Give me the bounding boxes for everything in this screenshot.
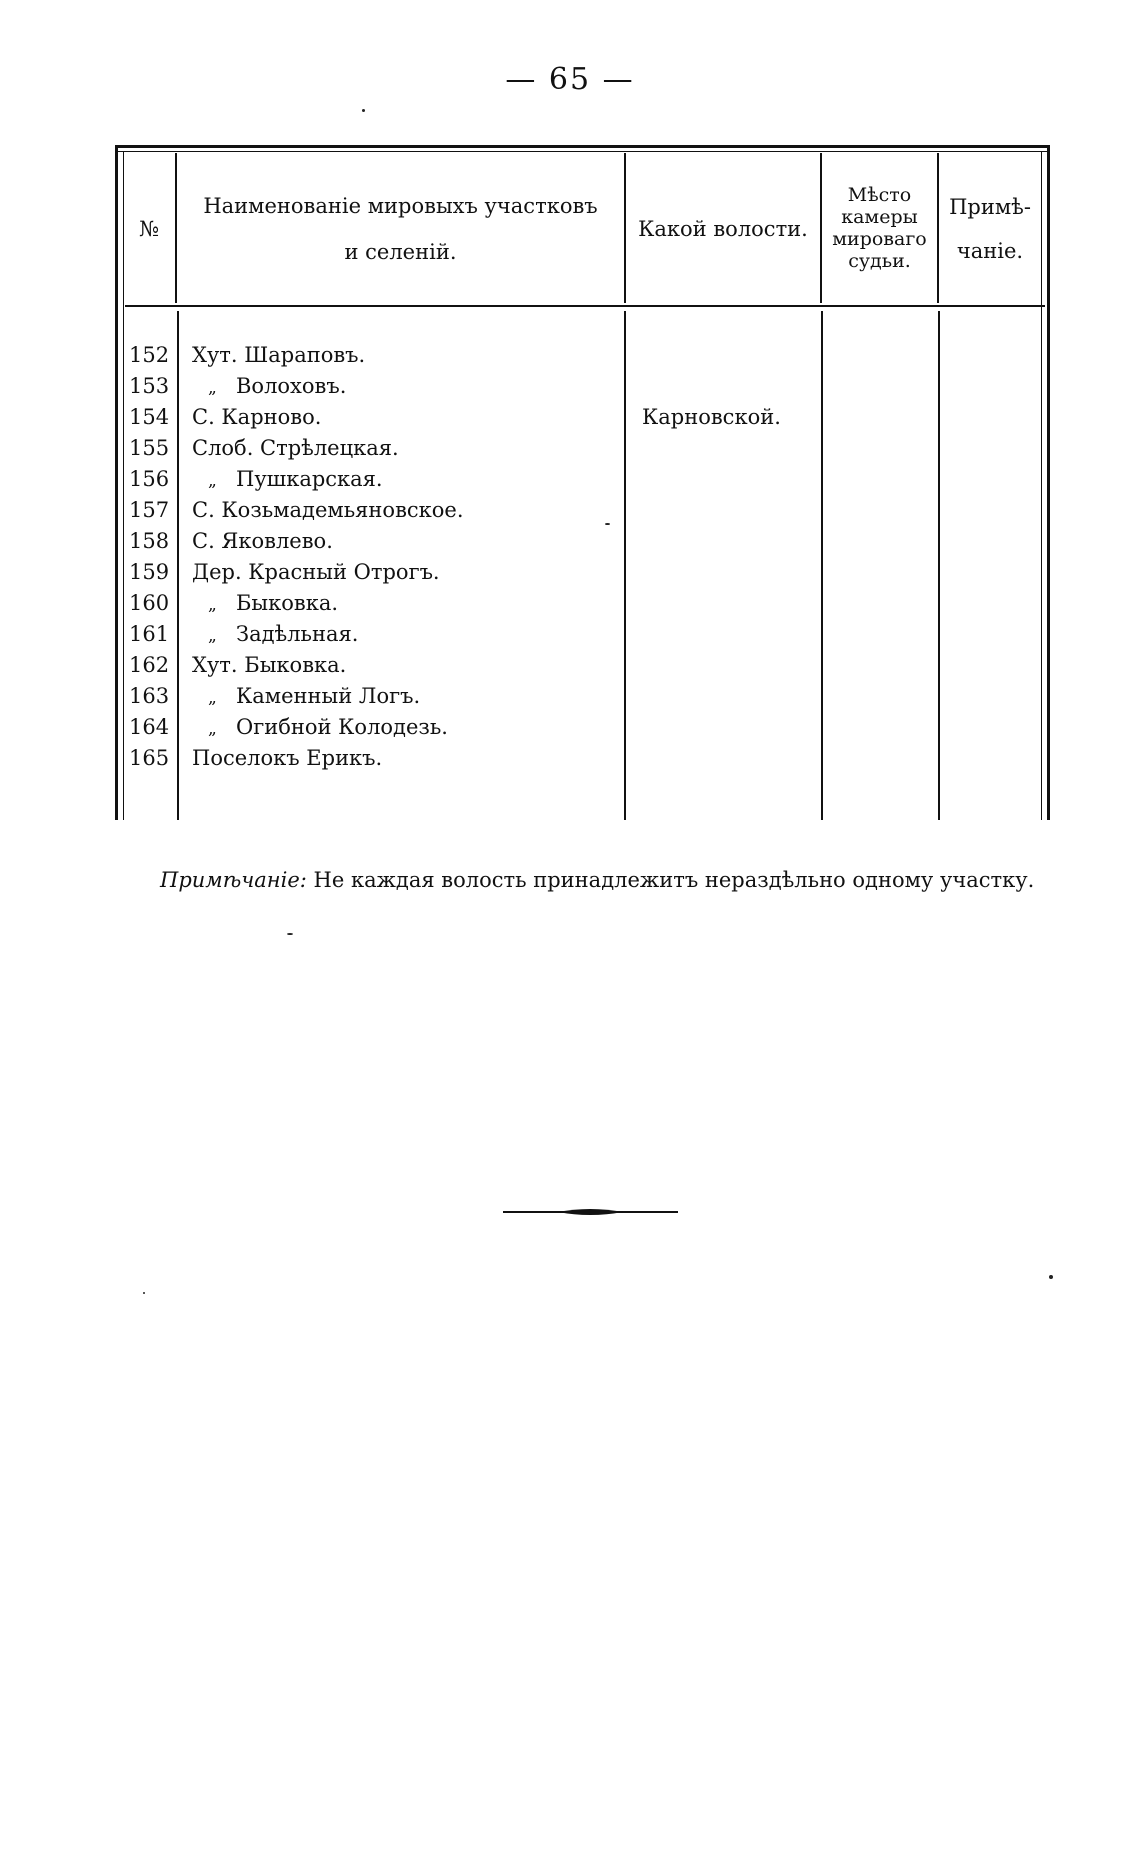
row-name: С. Козьмадемьяновское.	[192, 498, 464, 522]
header-court-line1: Мѣсто	[847, 184, 912, 207]
header-volost	[626, 155, 820, 303]
row-name: Хут. Быковка.	[192, 653, 347, 677]
table-row	[115, 340, 1050, 371]
table-row	[115, 464, 1050, 495]
row-name-text: Каменный Логъ.	[236, 684, 421, 708]
table-row	[115, 650, 1050, 681]
row-name	[208, 681, 420, 714]
table-row	[115, 743, 1050, 774]
table-row	[115, 402, 1050, 433]
header-remark	[939, 155, 1041, 303]
row-volost: Карновской.	[642, 405, 781, 429]
print-speck	[143, 1292, 145, 1294]
print-speck	[362, 109, 365, 112]
footnote	[160, 868, 1040, 892]
table-body	[115, 340, 1050, 774]
ditto-mark: „	[208, 595, 217, 615]
row-number: 152	[129, 343, 170, 367]
row-number: 158	[129, 529, 170, 553]
footnote-label: Примѣчаніе:	[160, 868, 307, 892]
row-number: 164	[129, 715, 170, 739]
row-number: 154	[129, 405, 170, 429]
header-number	[123, 155, 175, 303]
table-row	[115, 681, 1050, 712]
row-number: 156	[129, 467, 170, 491]
row-number: 153	[129, 374, 170, 398]
row-name: Дер. Красный Отрогъ.	[192, 560, 440, 584]
table-row	[115, 712, 1050, 743]
row-number: 162	[129, 653, 170, 677]
header-name-line1: Наименованіе мировыхъ участковъ	[203, 193, 598, 218]
row-name-text: Огибной Колодезь.	[236, 715, 448, 739]
table-row	[115, 557, 1050, 588]
ditto-mark: „	[208, 378, 217, 398]
header-remark-line2: чаніе.	[956, 239, 1024, 263]
ditto-mark: „	[208, 471, 217, 491]
ditto-mark: „	[208, 626, 217, 646]
row-name	[208, 464, 383, 497]
table-top-rule	[115, 145, 1050, 148]
row-name-text: Пушкарская.	[236, 467, 383, 491]
footnote-text: Не каждая волость принадлежитъ нераздѣльно одному участку.	[313, 868, 1035, 892]
row-name-text: Быковка.	[236, 591, 339, 615]
row-name: Хут. Шараповъ.	[192, 343, 366, 367]
row-number: 161	[129, 622, 170, 646]
header-number-text: №	[139, 216, 159, 241]
table-top-rule-thin	[115, 151, 1050, 152]
header-court-line4: судьи.	[848, 249, 911, 272]
table-row	[115, 371, 1050, 402]
table-row	[115, 588, 1050, 619]
row-name-text: Волоховъ.	[236, 374, 347, 398]
header-name-line2: и селеній.	[344, 240, 457, 264]
table-row	[115, 433, 1050, 464]
row-name	[208, 619, 358, 652]
row-number: 163	[129, 684, 170, 708]
page-number: — 65 —	[505, 62, 635, 97]
row-name	[208, 712, 448, 745]
row-number: 157	[129, 498, 170, 522]
header-court-line3: мироваго	[832, 228, 927, 250]
ditto-mark: „	[208, 688, 217, 708]
header-remark-line1: Примѣ-	[949, 194, 1031, 219]
header-name	[177, 155, 624, 303]
row-name-text: Задѣльная.	[236, 622, 359, 646]
end-ornament-icon	[503, 1205, 678, 1219]
row-number: 165	[129, 746, 170, 770]
row-number: 160	[129, 591, 170, 615]
header-volost-text: Какой волости.	[638, 216, 808, 241]
register-table	[115, 145, 1050, 820]
row-number: 155	[129, 436, 170, 460]
header-bottom-rule	[125, 305, 1045, 307]
row-name: С. Карново.	[192, 405, 322, 429]
row-name: С. Яковлево.	[192, 529, 333, 553]
header-court-location	[822, 155, 937, 303]
print-speck	[287, 933, 293, 935]
row-number: 159	[129, 560, 170, 584]
row-name	[208, 371, 346, 404]
table-row	[115, 495, 1050, 526]
header-court-line2: камеры	[841, 206, 918, 229]
table-row	[115, 619, 1050, 650]
row-name: Слоб. Стрѣлецкая.	[192, 436, 399, 460]
print-speck	[1049, 1275, 1053, 1279]
ditto-mark: „	[208, 719, 217, 739]
row-name: Поселокъ Ерикъ.	[192, 746, 383, 770]
table-row	[115, 526, 1050, 557]
print-speck	[605, 523, 610, 525]
row-name	[208, 588, 338, 621]
